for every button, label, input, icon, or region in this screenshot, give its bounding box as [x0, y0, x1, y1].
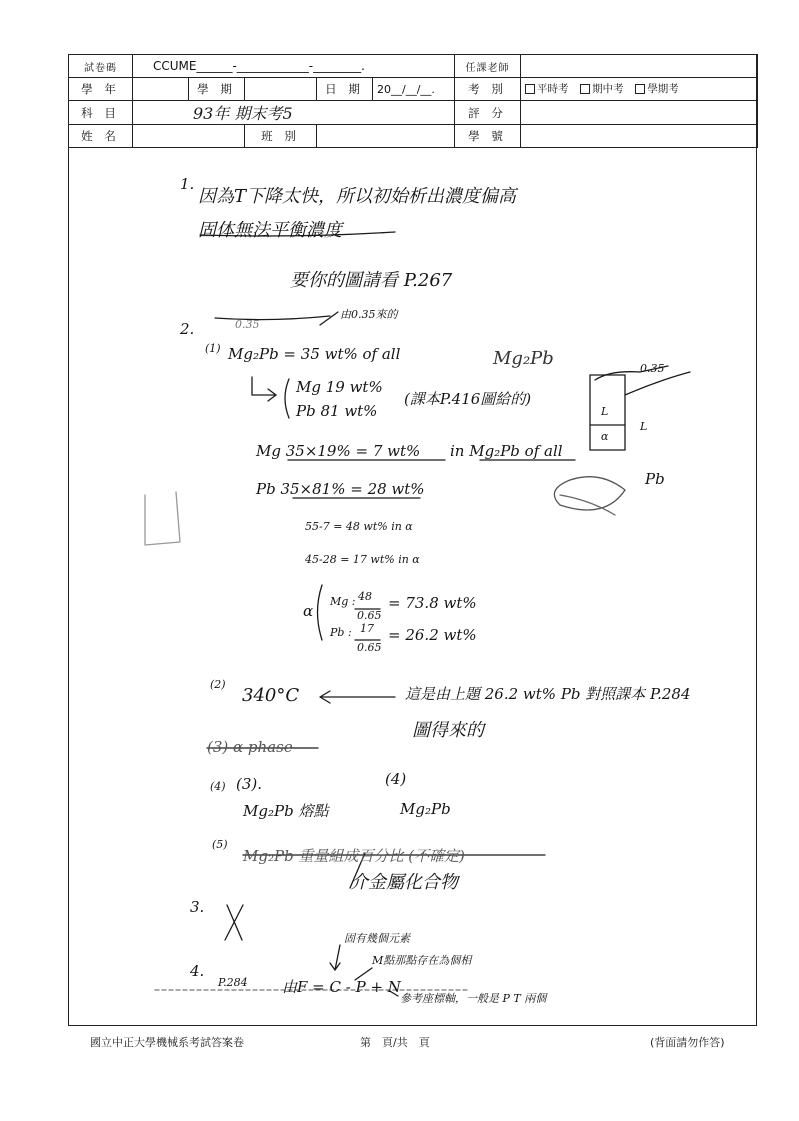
q1-line2: 固体無法平衡濃度: [198, 220, 342, 241]
exam-type-final-label: 學期考: [647, 83, 679, 96]
student-id-label: 學 號: [455, 125, 521, 148]
part2-number: (2): [210, 678, 226, 691]
q2-crossed-value: 0.35: [235, 318, 260, 331]
q4-formula: 由F = C - P + N: [282, 978, 401, 996]
part1-main: Mg₂Pb = 35 wt% of all: [228, 345, 401, 363]
q1-number: 1.: [180, 175, 195, 193]
part1-number: (1): [205, 342, 221, 355]
sketch-label-alpha: α: [601, 430, 609, 443]
sketch-label-top: 0.35: [640, 362, 665, 375]
year-label: 學 年: [69, 78, 133, 101]
subject-value: 93年 期末考5: [133, 101, 455, 125]
part1-pb: Pb 81 wt%: [296, 402, 378, 420]
exam-type-label: 考 別: [455, 78, 521, 101]
part1-ref: (課本P.416圖給的): [404, 390, 532, 408]
teacher-label: 任課老師: [455, 55, 521, 78]
brace-stroke: [318, 585, 323, 640]
exam-type-quiz-label: 平時考: [537, 83, 569, 96]
brace-stroke: [285, 379, 289, 418]
part2-text: 這是由上題 26.2 wt% Pb 對照課本 P.284: [405, 685, 691, 703]
sketch-bracket: [145, 492, 180, 545]
footer-school: 國立中正大學機械系考試答案卷: [90, 1036, 244, 1049]
part1-alpha-symbol: α: [303, 602, 314, 620]
part5-crossed: Mg₂Pb 重量組成百分比 (不確定): [243, 847, 465, 865]
part4-text: Mg₂Pb: [400, 800, 451, 818]
date-value: 20__/__/__.: [373, 78, 455, 101]
q4-note3: 參考座標軸，一般是 P T 兩個: [400, 992, 547, 1005]
date-label: 日 期: [317, 78, 373, 101]
q4-note1: 固有幾個元素: [344, 932, 410, 945]
part34-mark: (4): [210, 780, 226, 793]
arrow-stroke: [330, 945, 340, 970]
strike-stroke: [215, 316, 330, 320]
part1-mg-calc: Mg 35×19% = 7 wt%: [256, 442, 421, 460]
part1-alpha-pb: 45-28 = 17 wt% in α: [305, 553, 420, 566]
score-label: 評 分: [455, 101, 521, 125]
part2-temp: 340°C: [242, 685, 300, 706]
part3-number: (3).: [236, 775, 263, 793]
sketch-label-l: L: [601, 405, 609, 418]
footer-page: 第 頁/共 頁: [360, 1036, 430, 1049]
part3-crossed: (3) α phase: [207, 738, 293, 756]
part3-text: Mg₂Pb 熔點: [243, 802, 329, 820]
part1-mg-numerator: 48: [358, 590, 372, 603]
exam-type-midterm-label: 期中考: [592, 83, 624, 96]
q4-page-ref: P.284: [218, 976, 248, 989]
part4-number: (4): [385, 770, 407, 788]
exam-code-label: 試卷碼: [69, 55, 133, 78]
part1-pb-denominator: 0.65: [357, 641, 382, 654]
class-label: 班 別: [245, 125, 317, 148]
part5-number: (5): [212, 838, 228, 851]
part1-pb-numerator: 17: [360, 622, 374, 635]
part1-mg-denominator: 0.65: [357, 609, 382, 622]
sketch-label-pb: Pb: [645, 470, 665, 488]
q2-note: 由0.35來的: [340, 308, 398, 321]
q4-number: 4.: [190, 962, 205, 980]
arrow-stroke: [320, 691, 395, 703]
part5-text: 介金屬化合物: [350, 872, 458, 893]
q1-line3: 要你的圖請看 P.267: [290, 270, 453, 291]
part1-pb-frac-label: Pb :: [330, 626, 352, 639]
part1-mg: Mg 19 wt%: [296, 378, 383, 396]
part2-text2: 圖得來的: [412, 720, 484, 741]
cross-mark: [225, 905, 243, 940]
part1-mg-frac-label: Mg :: [330, 595, 356, 608]
scribble-stroke: [554, 477, 625, 510]
q3-number: 3.: [190, 898, 205, 916]
part1-in-all: in Mg₂Pb of all: [450, 442, 563, 460]
q2-number: 2.: [180, 320, 195, 338]
sketch-label-lp: L: [640, 420, 648, 433]
part1-alpha-mg: 55-7 = 48 wt% in α: [305, 520, 413, 533]
part1-pb-result: = 26.2 wt%: [388, 626, 477, 644]
arrow-stroke: [252, 377, 276, 401]
subject-label: 科 目: [69, 101, 133, 125]
q1-line1: 因為T下降太快，所以初始析出濃度偏高: [198, 186, 517, 207]
q3-mark: X: [252, 905, 253, 906]
q4-note2: M點那點存在為個相: [372, 954, 472, 967]
part1-mg-result: = 73.8 wt%: [388, 594, 477, 612]
exam-code-value: CCUME______-____________-________.: [133, 55, 455, 78]
semester-label: 學 期: [189, 78, 245, 101]
part1-pb-calc: Pb 35×81% = 28 wt%: [256, 480, 425, 498]
part1-side: Mg₂Pb: [493, 348, 554, 369]
arrow-stroke: [320, 312, 338, 325]
footer-back-note: (背面請勿作答): [650, 1036, 725, 1049]
name-label: 姓 名: [69, 125, 133, 148]
